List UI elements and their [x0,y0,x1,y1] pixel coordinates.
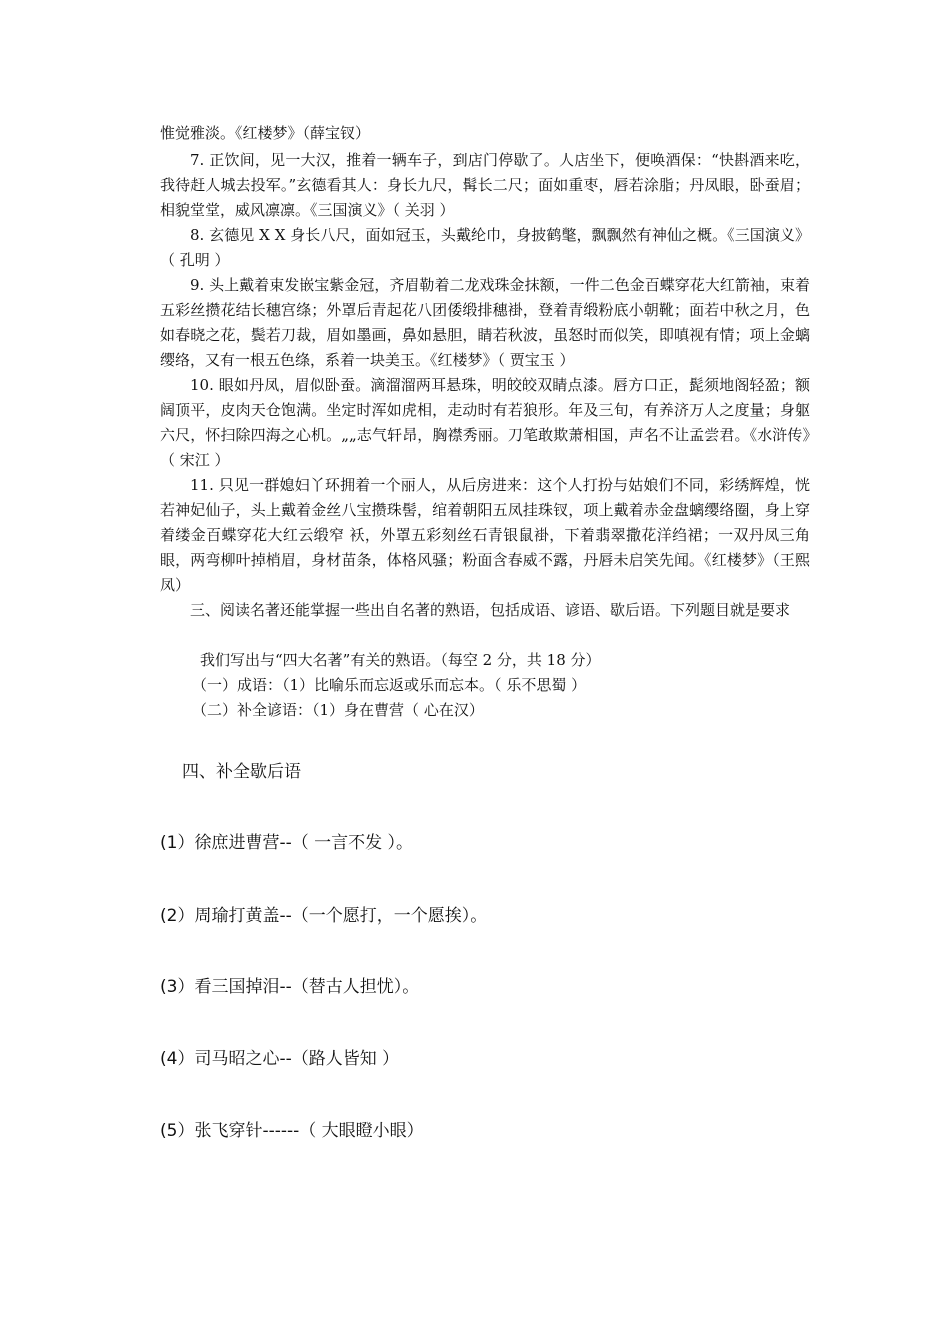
xiehouyu-item-4: (4）司马昭之心--（路人皆知 ） [160,1049,400,1069]
xiehouyu-item-5: (5）张飞穿针------（ 大眼瞪小眼） [160,1121,424,1141]
paragraph-6-tail: 惟觉雅淡。《红楼梦》（薛宝钗） [160,124,371,142]
xiehouyu-item-3: (3）看三国掉泪--（替古人担忧）。 [160,977,420,997]
paragraph-11: 11. 只见一群媳妇丫环拥着一个丽人，从后房进来：这个人打扮与姑娘们不同，彩绣辉煌，恍若神妃仙子，头上戴着金丝八宝攒珠髻，绾着朝阳五凤挂珠钗，项上戴着赤金盘螭缨络圈，身上穿着缕金百蝶穿花大红云缎窄 袄，外罩五彩刻丝石青银鼠褂，下着翡翠撒花洋绉裙；一双丹凤三角眼，两弯柳叶掉梢眉，身材苗条，体格风骚；粉面含春威不露，丹唇未启笑先闻。《红楼梦》（王熙凤） [160,476,810,594]
proverb-question: （二）补全谚语：（1）身在曹营（ 心在汉） [192,701,484,719]
paragraph-8: 8. 玄德见 X X 身长八尺，面如冠玉，头戴纶巾，身披鹤氅，飘飘然有神仙之概。《三国演义》（ 孔明 ） [160,226,810,269]
paragraph-7: 7. 正饮间，见一大汉，推着一辆车子，到店门停歇了。人店坐下，便唤酒保：“快斟酒来吃，我待赶人城去投军。”玄德看其人：身长九尺，髯长二尺；面如重枣，唇若涂脂；丹凤眼，卧蚕眉；相貌堂堂，威风凛凛。《三国演义》（ 关羽 ） [160,151,810,219]
idiom-question: （一）成语：（1）比喻乐而忘返或乐而忘本。（ 乐不思蜀 ） [192,676,587,694]
xiehouyu-item-2: (2）周瑜打黄盖--（一个愿打，一个愿挨）。 [160,906,488,926]
section-3-intro: 三、阅读名著还能掌握一些出自名著的熟语，包括成语、谚语、歇后语。下列题目就是要求 [190,601,791,619]
section-3-instruction: 我们写出与“四大名著”有关的熟语。（每空 2 分，共 18 分） [200,651,601,669]
paragraph-9: 9. 头上戴着束发嵌宝紫金冠，齐眉勒着二龙戏珠金抹额，一件二色金百蝶穿花大红箭袖，束着五彩丝攒花结长穗宫绦；外罩后青起花八团倭缎排穗褂，登着青缎粉底小朝靴；面若中秋之月，色如春晓之花，鬓若刀裁，眉如墨画，鼻如悬胆，睛若秋波，虽怒时而似笑，即嗔视有情；项上金螭缨络，又有一根五色绦，系着一块美玉。《红楼梦》（ 贾宝玉 ） [160,276,810,369]
paragraph-10: 10. 眼如丹凤，眉似卧蚕。滴溜溜两耳悬珠，明皎皎双睛点漆。唇方口正，髭须地阁轻盈；额阔顶平，皮肉天仓饱满。坐定时浑如虎相，走动时有若狼形。年及三旬，有养济万人之度量；身躯六尺，怀扫除四海之心机。„„志气轩昂，胸襟秀丽。刀笔敢欺萧相国，声名不让孟尝君。《水浒传》（ 宋江 ） [160,376,810,469]
xiehouyu-item-1: (1）徐庶进曹营--（ 一言不发 ）。 [160,833,414,853]
section-4-heading: 四、补全歇后语 [182,762,301,782]
